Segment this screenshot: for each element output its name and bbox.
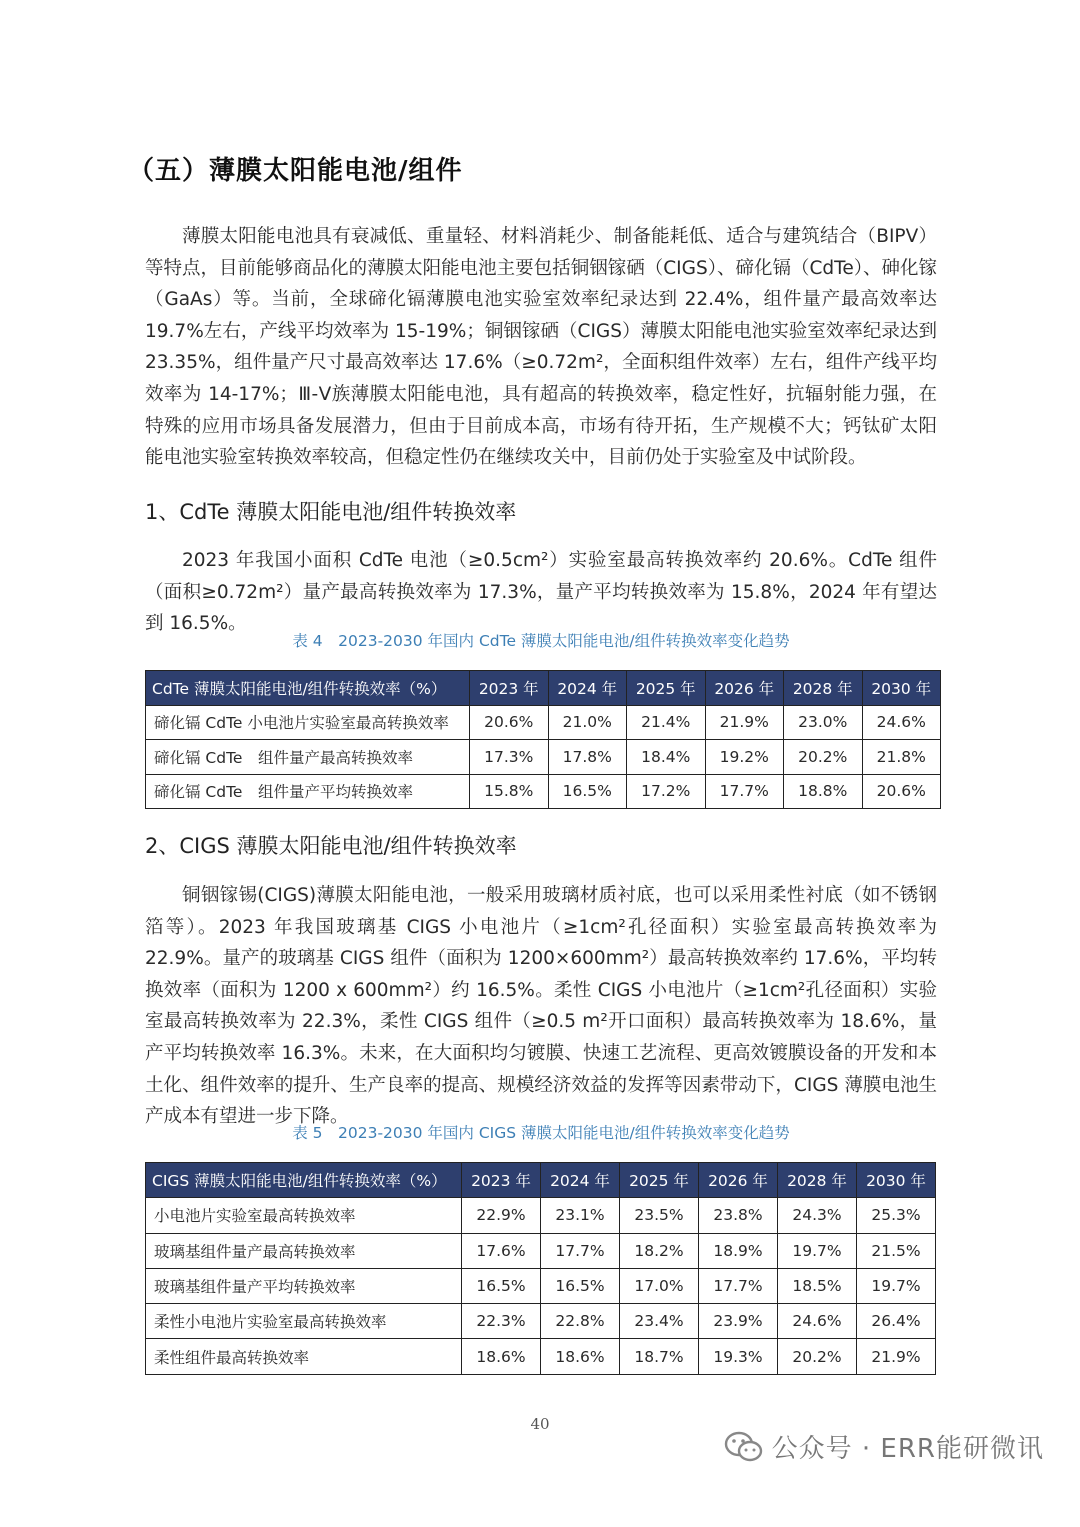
table-cell: 20.6%	[862, 774, 941, 809]
table-cell: 24.6%	[862, 705, 941, 740]
watermark-text: 公众号 · ERR能研微讯	[771, 1434, 1044, 1464]
wechat-icon	[724, 1430, 764, 1464]
table-header-cell: 2030 年	[857, 1163, 936, 1198]
table-row	[146, 1268, 936, 1303]
table-cell: 16.5%	[462, 1268, 541, 1303]
section-heading: （五）薄膜太阳能电池/组件	[128, 156, 463, 186]
row-label: 玻璃基组件量产最高转换效率	[146, 1233, 462, 1268]
table-cell: 25.3%	[857, 1198, 936, 1233]
table-row	[146, 1198, 936, 1233]
table-cell: 17.6%	[462, 1233, 541, 1268]
table-cell: 20.2%	[784, 740, 863, 775]
table-cell: 18.9%	[699, 1233, 778, 1268]
table-header-cell: 2026 年	[705, 671, 784, 706]
table4-caption: 表 4 2023-2030 年国内 CdTe 薄膜太阳能电池/组件转换效率变化趋势	[292, 632, 790, 650]
cigs-paragraph: 铜铟镓锡(CIGS)薄膜太阳能电池，一般采用玻璃材质衬底，也可以采用柔性衬底（如不锈钢箔等）。2023 年我国玻璃基 CIGS 小电池片（≥1cm²孔径面积）实验室最高转换效率为 22.9%。量产的玻璃基 CIGS 组件（面积为 1200×600mm²）最高转换效率约 17.6%，平均转换效率（面积为 1200 x 600mm²）约 16.5%。柔性 CIGS 小电池片（≥1cm²孔径面积）实验室最高转换效率为 22.3%，柔性 CIGS 组件（≥0.5 m²开口面积）最高转换效率为 18.6%，量产平均转换效率 16.3%。未来，在大面积均匀镀膜、快速工艺流程、更高效镀膜设备的开发和本土化、组件效率的提升、生产良率的提高、规模经济效益的发挥等因素带动下，CIGS 薄膜电池生产成本有望进一步下降。	[145, 885, 937, 1128]
table-cell: 17.7%	[699, 1268, 778, 1303]
table-cell: 18.7%	[620, 1339, 699, 1374]
page-number: 40	[530, 1415, 550, 1433]
row-label: 碲化镉 CdTe 小电池片实验室最高转换效率	[146, 705, 470, 740]
table-cell: 22.3%	[462, 1304, 541, 1339]
table-header-cell: 2024 年	[541, 1163, 620, 1198]
table-cell: 22.8%	[541, 1304, 620, 1339]
table-row	[146, 774, 941, 809]
table-cell: 15.8%	[470, 774, 549, 809]
table-header-cell: 2028 年	[784, 671, 863, 706]
table-cell: 17.7%	[705, 774, 784, 809]
table-cell: 18.8%	[784, 774, 863, 809]
table-header-cell: 2023 年	[470, 671, 549, 706]
table-cell: 23.1%	[541, 1198, 620, 1233]
table-cell: 17.8%	[548, 740, 627, 775]
table-header-cell: CIGS 薄膜太阳能电池/组件转换效率（%）	[146, 1163, 462, 1198]
table-header-cell: CdTe 薄膜太阳能电池/组件转换效率（%）	[146, 671, 470, 706]
row-label: 玻璃基组件量产平均转换效率	[146, 1268, 462, 1303]
intro-paragraph: 薄膜太阳能电池具有衰减低、重量轻、材料消耗少、制备能耗低、适合与建筑结合（BIPV）等特点，目前能够商品化的薄膜太阳能电池主要包括铜铟镓硒（CIGS）、碲化镉（CdTe）、砷化镓（GaAs）等。当前，全球碲化镉薄膜电池实验室效率纪录达到 22.4%，组件量产最高效率达 19.7%左右，产线平均效率为 15-19%；铜铟镓硒（CIGS）薄膜太阳能电池实验室效率纪录达到 23.35%，组件量产尺寸最高效率达 17.6%（≥0.72m²，全面积组件效率）左右，组件产线平均效率为 14-17%；Ⅲ-Ⅴ族薄膜太阳能电池，具有超高的转换效率，稳定性好，抗辐射能力强，在特殊的应用市场具备发展潜力，但由于目前成本高，市场有待开拓，生产规模不大；钙钛矿太阳能电池实验室转换效率较高，但稳定性仍在继续攻关中，目前仍处于实验室及中试阶段。	[145, 226, 937, 469]
table-cell: 18.5%	[778, 1268, 857, 1303]
table-cell: 21.5%	[857, 1233, 936, 1268]
table-header-cell: 2025 年	[627, 671, 706, 706]
table-cell: 18.4%	[627, 740, 706, 775]
table-cell: 16.5%	[541, 1268, 620, 1303]
table-cell: 22.9%	[462, 1198, 541, 1233]
table-cell: 23.5%	[620, 1198, 699, 1233]
table-cell: 19.3%	[699, 1339, 778, 1374]
cdte-paragraph: 2023 年我国小面积 CdTe 电池（≥0.5cm²）实验室最高转换效率约 20.6%。CdTe 组件（面积≥0.72m²）量产最高转换效率为 17.3%，量产平均转换效率为 15.8%，2024 年有望达到 16.5%。	[145, 550, 937, 635]
table-cell: 23.9%	[699, 1304, 778, 1339]
table-cell: 17.2%	[627, 774, 706, 809]
table-cell: 19.7%	[778, 1233, 857, 1268]
table-header-cell: 2026 年	[699, 1163, 778, 1198]
row-label: 碲化镉 CdTe 组件量产最高转换效率	[146, 740, 470, 775]
table-cell: 17.7%	[541, 1233, 620, 1268]
table-cell: 18.6%	[541, 1339, 620, 1374]
table-cell: 19.2%	[705, 740, 784, 775]
row-label: 柔性组件最高转换效率	[146, 1339, 462, 1374]
table-cell: 17.0%	[620, 1268, 699, 1303]
table-row	[146, 740, 941, 775]
row-label: 小电池片实验室最高转换效率	[146, 1198, 462, 1233]
cdte-efficiency-table	[145, 670, 941, 809]
table-header-row	[146, 671, 941, 706]
table-cell: 24.6%	[778, 1304, 857, 1339]
cigs-efficiency-table	[145, 1162, 936, 1375]
table-cell: 18.6%	[462, 1339, 541, 1374]
table-cell: 21.9%	[705, 705, 784, 740]
table-cell: 18.2%	[620, 1233, 699, 1268]
table-cell: 21.9%	[857, 1339, 936, 1374]
table-cell: 24.3%	[778, 1198, 857, 1233]
table-cell: 16.5%	[548, 774, 627, 809]
table-cell: 19.7%	[857, 1268, 936, 1303]
table-cell: 20.2%	[778, 1339, 857, 1374]
table-cell: 21.0%	[548, 705, 627, 740]
table-header-cell: 2023 年	[462, 1163, 541, 1198]
table-cell: 23.8%	[699, 1198, 778, 1233]
table-cell: 23.4%	[620, 1304, 699, 1339]
table-header-row	[146, 1163, 936, 1198]
table-row	[146, 1304, 936, 1339]
table-row	[146, 1339, 936, 1374]
table-cell: 17.3%	[470, 740, 549, 775]
row-label: 碲化镉 CdTe 组件量产平均转换效率	[146, 774, 470, 809]
table-header-cell: 2025 年	[620, 1163, 699, 1198]
table-header-cell: 2024 年	[548, 671, 627, 706]
table-cell: 21.8%	[862, 740, 941, 775]
subsection-title-cdte: 1、CdTe 薄膜太阳能电池/组件转换效率	[145, 500, 517, 524]
subsection-title-cigs: 2、CIGS 薄膜太阳能电池/组件转换效率	[145, 834, 517, 858]
table-row	[146, 705, 941, 740]
table-cell: 20.6%	[470, 705, 549, 740]
table-cell: 23.0%	[784, 705, 863, 740]
table-cell: 21.4%	[627, 705, 706, 740]
table5-caption: 表 5 2023-2030 年国内 CIGS 薄膜太阳能电池/组件转换效率变化趋势	[292, 1124, 790, 1142]
table-header-cell: 2028 年	[778, 1163, 857, 1198]
table-row	[146, 1233, 936, 1268]
table-cell: 26.4%	[857, 1304, 936, 1339]
table-header-cell: 2030 年	[862, 671, 941, 706]
row-label: 柔性小电池片实验室最高转换效率	[146, 1304, 462, 1339]
wechat-watermark	[724, 1428, 1044, 1465]
